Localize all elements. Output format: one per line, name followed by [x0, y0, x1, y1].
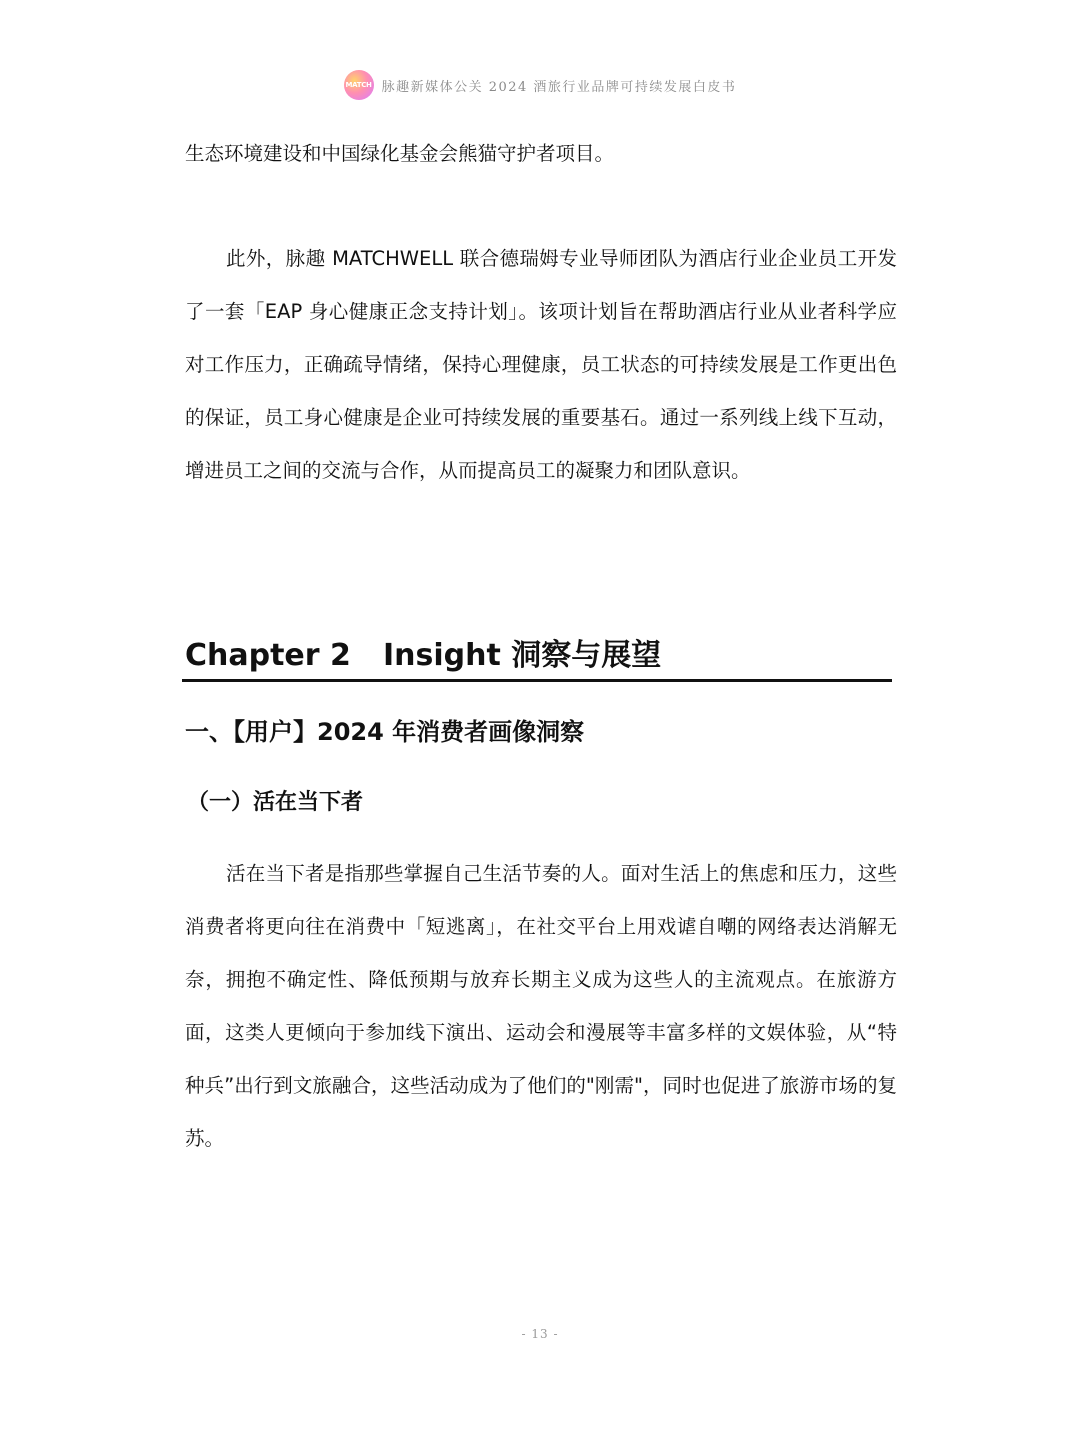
page-number: - 13 -: [521, 1327, 559, 1341]
brand-logo-icon: [344, 70, 374, 100]
paragraph-continuation: 生态环境建设和中国绿化基金会熊猫守护者项目。: [185, 142, 615, 165]
section-heading: 一、【用户】2024 年消费者画像洞察: [185, 718, 585, 746]
logo-text: MATCH: [345, 81, 372, 89]
paragraph-eap: 此外，脉趣 MATCHWELL 联合德瑞姆专业导师团队为酒店行业企业员工开发了一套「EAP 身心健康正念支持计划」。该项计划旨在帮助酒店行业从业者科学应对工作压力，正确疏导情绪，保持心理健康，员工状态的可持续发展是工作更出色的保证，员工身心健康是企业可持续发展的重要基石。通过一系列线上线下互动，增进员工之间的交流与合作，从而提高员工的凝聚力和团队意识。: [185, 247, 897, 482]
paragraph-live-in-moment: 活在当下者是指那些掌握自己生活节奏的人。面对生活上的焦虑和压力，这些消费者将更向往在消费中「短逃离」，在社交平台上用戏谑自嘲的网络表达消解无奈，拥抱不确定性、降低预期与放弃长期主义成为这些人的主流观点。在旅游方面，这类人更倾向于参加线下演出、运动会和漫展等丰富多样的文娱体验，从“特种兵”出行到文旅融合，这些活动成为了他们的"刚需"，同时也促进了旅游市场的复苏。: [185, 862, 897, 1150]
header-title: 脉趣新媒体公关 2024 酒旅行业品牌可持续发展白皮书: [381, 79, 737, 95]
chapter-divider: [182, 679, 892, 682]
page-header: [0, 68, 1080, 102]
chapter-number: Chapter 2: [185, 638, 351, 673]
chapter-title: Insight 洞察与展望: [383, 638, 662, 673]
chapter-heading: [185, 630, 661, 674]
subsection-heading: （一）活在当下者: [187, 790, 364, 815]
